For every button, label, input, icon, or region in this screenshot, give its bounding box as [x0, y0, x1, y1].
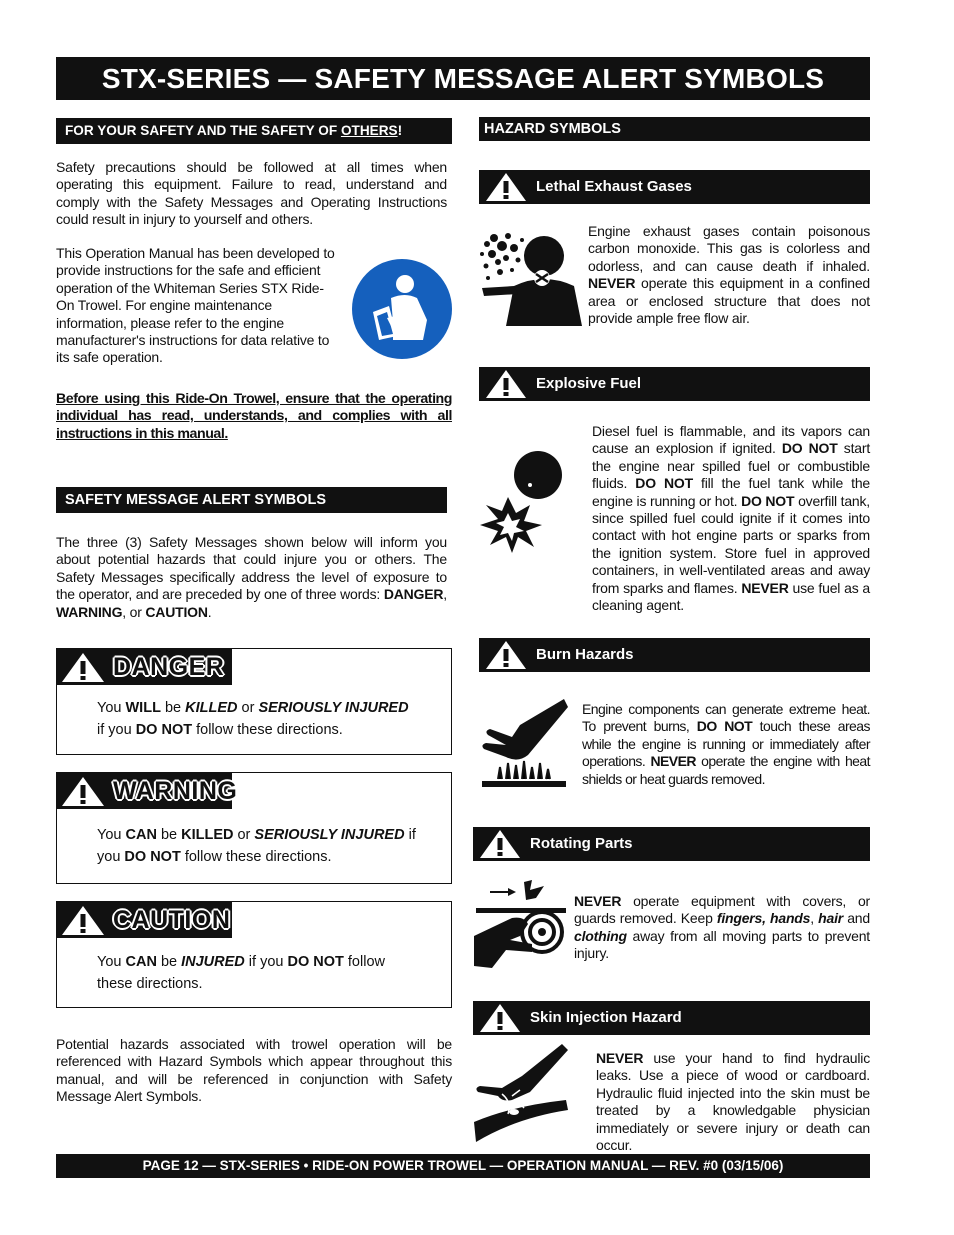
hazard-label-burn: Burn Hazards — [536, 646, 634, 663]
exhaust-text-2: operate this equipment in a confined area or enclosed structure that does not provide ample free flow air. — [588, 275, 870, 327]
burn-text-1: Engine components can generate extreme heat. To prevent burns, — [582, 701, 870, 735]
danger-header — [57, 649, 232, 685]
warning-text — [97, 825, 416, 868]
alert-word-caution: CAUTION — [145, 603, 208, 620]
hazard-bar-exhaust — [479, 170, 870, 204]
caution-text-1: You — [97, 954, 126, 970]
hot-surface-icon — [478, 697, 570, 789]
warning-text-7: you — [97, 848, 125, 865]
danger-text-5: or — [237, 700, 259, 716]
warning-triangle-icon — [61, 905, 105, 936]
alert-or: , or — [122, 603, 146, 620]
danger-text-6: SERIOUSLY INJURED — [258, 700, 409, 716]
fuel-text-3: fill the fuel tank while the engine is running or hot. — [592, 475, 870, 509]
rotating-text-hair: hair — [818, 910, 844, 927]
hazard-bar-injection — [473, 1001, 870, 1035]
exhaust-text-1: Engine exhaust gases contain poisonous carbon monoxide. This gas is colorless and odorless, and can cause death if inhaled. — [588, 223, 870, 274]
hazard-label-fuel: Explosive Fuel — [536, 375, 642, 392]
caution-text-5: if you — [244, 954, 288, 970]
rotating-text-4: away from all moving parts to prevent injury. — [574, 927, 870, 962]
warning-text-3: be — [156, 827, 182, 843]
hazard-bar-burn — [479, 638, 870, 672]
caution-text-7: these directions. — [97, 975, 203, 992]
intro-paragraph: Safety precautions should be followed at all times when operating this equipment. Failure to read, understand and comply with the Safety Messages and Operating Instructions could result in injury to yourself and others. — [56, 159, 447, 228]
warning-text-5: or — [233, 827, 255, 843]
danger-text-1: You — [97, 700, 126, 716]
hazard-bar-fuel — [479, 367, 870, 401]
caution-header — [57, 902, 232, 938]
explosion-icon — [478, 449, 572, 555]
warning-header — [57, 773, 238, 809]
fuel-text-1: Diesel fuel is flammable, and its vapors can cause an explosion if ignited. — [592, 423, 870, 457]
caution-text-6: DO NOT — [287, 954, 344, 970]
warning-text-8: DO NOT — [124, 848, 181, 865]
alert-paragraph-text: The three (3) Safety Messages shown below will inform you about potential hazards that could injure you or others. The Safety Messages specifically address the level of exposure to the operator, and are preceded by one of three words: — [56, 534, 447, 603]
rotating-text-3: and — [843, 910, 870, 927]
caution-text-6b: follow — [343, 954, 385, 970]
alert-word-danger: DANGER — [383, 586, 444, 603]
hazard-label-rotating: Rotating Parts — [530, 835, 633, 852]
rotating-text-1: operate equipment with covers, or guards removed. Keep — [574, 893, 870, 927]
exhaust-text-never: NEVER — [588, 275, 636, 292]
danger-text-2: WILL — [125, 700, 161, 716]
warning-text-9: follow these directions. — [180, 848, 332, 865]
alert-word-warning: WARNING — [56, 603, 123, 620]
rotating-text-fingers-hands: fingers, hands — [716, 910, 811, 927]
warning-text-6: SERIOUSLY INJURED — [254, 827, 405, 843]
danger-text-3: be — [160, 700, 186, 716]
read-manual-icon — [351, 258, 453, 360]
warning-triangle-icon — [485, 640, 527, 670]
page-footer: PAGE 12 — STX-SERIES • RIDE-ON POWER TROWEL — OPERATION MANUAL — REV. #0 (03/15/06) — [56, 1154, 870, 1178]
potential-hazards-paragraph: Potential hazards associated with trowel operation will be referenced with Hazard Symbols which appear throughout this manual, and will be referenced in conjunction with Safety Message Alert Symbols. — [56, 1036, 452, 1105]
fuel-text-donot-2: DO NOT — [635, 475, 693, 492]
before-using-note: Before using this Ride-On Trowel, ensure that the operating individual has read, understands, and complies with all instructions in this manual. — [56, 391, 452, 442]
burn-text-2: touch these areas while the engine is running or immediately after operations. — [582, 718, 870, 770]
caution-text-2: CAN — [125, 954, 157, 970]
warning-word: WARNING — [113, 777, 238, 805]
warning-triangle-icon — [61, 776, 105, 807]
hazard-label-injection: Skin Injection Hazard — [530, 1009, 682, 1026]
warning-text-1: You — [97, 827, 126, 843]
caution-text-3: be — [156, 954, 182, 970]
manual-paragraph: This Operation Manual has been developed to provide instructions for the safe and efficient operation of the Whiteman Series STX Ride-On Trowel. For engine maintenance information, please refer to the engine manufacturer's instructions for data relative to its safe operation. — [56, 245, 335, 366]
safety-heading-underlined: OTHERS — [340, 123, 398, 138]
exhaust-gas-icon — [478, 226, 584, 326]
hazard-text-exhaust — [588, 223, 870, 327]
skin-injection-icon — [472, 1042, 570, 1146]
warning-triangle-icon — [485, 369, 527, 399]
rotating-text-2: , — [810, 910, 819, 927]
alert-comma: , — [443, 586, 447, 603]
safety-heading — [56, 118, 452, 144]
hazard-text-rotating — [574, 893, 870, 963]
danger-word: DANGER — [113, 653, 225, 681]
burn-text-never: NEVER — [650, 753, 696, 770]
caution-box — [56, 901, 452, 1008]
warning-triangle-icon — [485, 172, 527, 202]
injection-text-never: NEVER — [596, 1050, 644, 1066]
fuel-text-donot-3: DO NOT — [741, 492, 795, 509]
hazard-text-fuel — [592, 423, 870, 614]
hazard-symbols-heading: HAZARD SYMBOLS — [479, 117, 870, 141]
warning-triangle-icon — [479, 1003, 521, 1033]
danger-box — [56, 648, 452, 755]
warning-text-4: KILLED — [181, 827, 234, 843]
rotating-text-clothing: clothing — [574, 927, 627, 944]
warning-text-6b: if — [404, 827, 416, 843]
rotating-text-never: NEVER — [574, 893, 622, 909]
caution-text-4: INJURED — [181, 954, 245, 970]
hazard-text-burn — [582, 701, 870, 788]
warning-triangle-icon — [61, 652, 105, 683]
caution-word: CAUTION — [113, 906, 231, 934]
injection-text-1: use your hand to find hydraulic leaks. Use a piece of wood or cardboard. Hydraulic fluid injected into the skin must be treated by a knowledgable physician immediately or severe injury or death can occur. — [596, 1050, 870, 1154]
safety-heading-prefix: FOR YOUR SAFETY AND THE SAFETY OF — [65, 123, 341, 138]
fuel-text-never: NEVER — [741, 579, 789, 596]
page-title: STX-SERIES — SAFETY MESSAGE ALERT SYMBOLS — [56, 57, 870, 100]
danger-text — [97, 698, 409, 741]
danger-text-9: follow these directions. — [192, 721, 343, 738]
hazard-bar-rotating — [473, 827, 870, 861]
warning-box — [56, 772, 452, 884]
burn-text-donot: DO NOT — [696, 718, 753, 735]
caution-text — [97, 952, 385, 995]
fuel-text-2: start the engine near spilled fuel or combustible fluids. — [592, 440, 871, 492]
rotating-parts-icon — [472, 878, 570, 972]
alert-period: . — [207, 603, 212, 620]
alert-symbols-heading: SAFETY MESSAGE ALERT SYMBOLS — [56, 487, 447, 513]
safety-heading-suffix: ! — [397, 123, 403, 138]
danger-text-4: KILLED — [185, 700, 238, 716]
danger-text-7: if you — [97, 721, 136, 738]
danger-text-8: DO NOT — [135, 721, 193, 738]
alert-paragraph — [56, 534, 447, 621]
fuel-text-donot-1: DO NOT — [781, 440, 838, 457]
warning-text-2: CAN — [125, 827, 157, 843]
warning-triangle-icon — [479, 829, 521, 859]
burn-text-3: operate the engine with heat shields or heat guards removed. — [582, 753, 870, 787]
fuel-text-4: overfill tank, since spilled fuel could ignite if it comes into contact with hot engine parts or sparks from the ignition system. Store fuel in approved containers, in well-ventilated areas and away from sparks and flames. — [592, 492, 870, 596]
fuel-text-5: use fuel as a cleaning agent. — [592, 579, 870, 614]
hazard-text-injection — [596, 1050, 870, 1154]
hazard-label-exhaust: Lethal Exhaust Gases — [536, 178, 692, 195]
